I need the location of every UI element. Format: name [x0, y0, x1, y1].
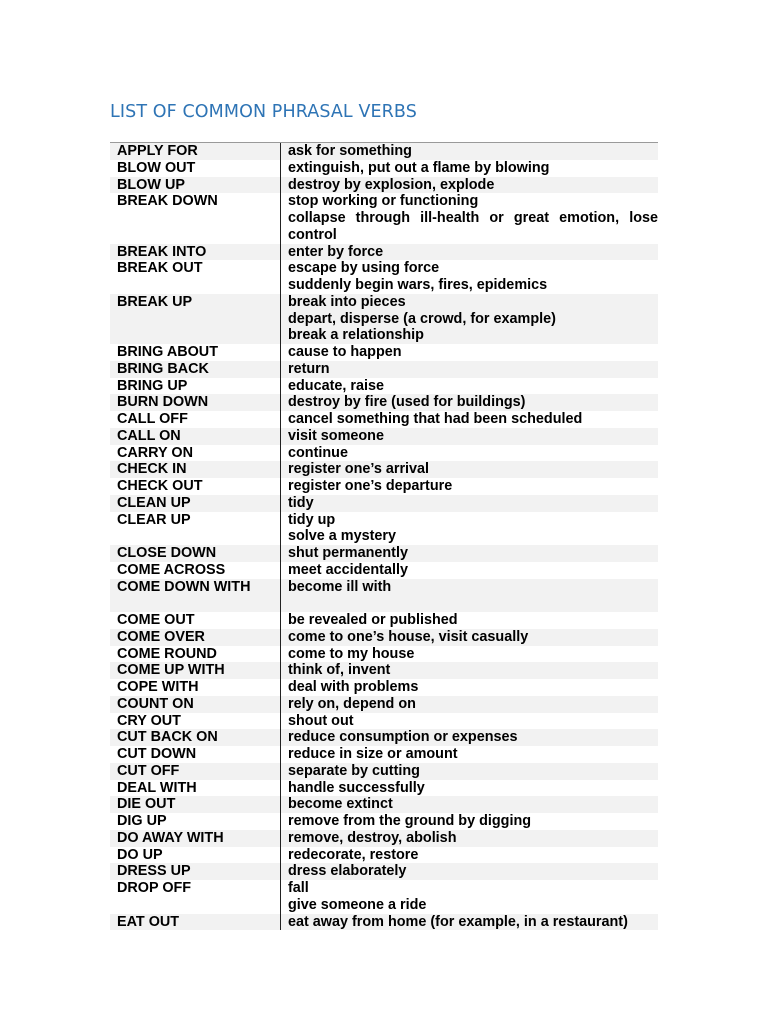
verb-meaning: continue — [288, 444, 348, 461]
verb-meaning: break into pieces — [288, 293, 406, 310]
meaning-cell — [281, 361, 658, 378]
phrasal-verb: DIE OUT — [110, 796, 281, 813]
table-row — [110, 662, 658, 679]
phrasal-verb: CARRY ON — [110, 445, 281, 462]
phrasal-verb: DO UP — [110, 847, 281, 864]
verb-meaning: fall — [288, 880, 309, 896]
verb-meaning: solve a mystery — [288, 528, 397, 545]
verb-meaning: be revealed or published — [288, 612, 458, 628]
verb-meaning: dress elaborately — [288, 863, 407, 880]
verb-meaning: meet accidentally — [288, 561, 408, 578]
phrasal-verb: APPLY FOR — [110, 143, 281, 160]
phrasal-verb: BRING BACK — [110, 361, 281, 378]
table-row — [110, 461, 658, 478]
table-row — [110, 361, 658, 378]
meaning-cell — [281, 880, 658, 914]
verb-meaning: come to my house — [288, 645, 415, 662]
meaning-cell — [281, 394, 658, 411]
verb-meaning: shout out — [288, 712, 354, 729]
verb-meaning: destroy by explosion, explode — [288, 176, 495, 193]
table-row — [110, 780, 658, 797]
meaning-cell — [281, 612, 658, 629]
meaning-cell — [281, 260, 658, 294]
verb-meaning: remove from the ground by digging — [288, 813, 532, 829]
meaning-cell — [281, 763, 658, 780]
verb-meaning: collapse through ill-health or great emotion, lose — [288, 210, 658, 226]
verb-meaning: return — [288, 360, 330, 377]
table-row — [110, 746, 658, 763]
phrasal-verb: DIG UP — [110, 813, 281, 830]
meaning-cell — [281, 461, 658, 478]
table-row — [110, 428, 658, 445]
phrasal-verb: BREAK INTO — [110, 244, 281, 261]
meaning-cell — [281, 445, 658, 462]
table-row — [110, 579, 658, 613]
phrasal-verb: COME UP WITH — [110, 662, 281, 679]
phrasal-verb: BREAK DOWN — [110, 193, 281, 243]
verb-meaning: separate by cutting — [288, 762, 420, 779]
verb-meaning: give someone a ride — [288, 896, 427, 913]
meaning-cell — [281, 696, 658, 713]
phrasal-verb: BLOW UP — [110, 177, 281, 194]
table-row — [110, 830, 658, 847]
meaning-cell — [281, 177, 658, 194]
phrasal-verb: BRING UP — [110, 378, 281, 395]
verb-meaning: ask for something — [288, 143, 412, 159]
page-title: LIST OF COMMON PHRASAL VERBS — [110, 102, 417, 122]
table-row — [110, 847, 658, 864]
blank-line — [288, 595, 658, 612]
phrasal-verb: DRESS UP — [110, 863, 281, 880]
meaning-cell — [281, 244, 658, 261]
table-row — [110, 512, 658, 546]
meaning-cell — [281, 679, 658, 696]
meaning-cell — [281, 914, 658, 931]
table-row — [110, 177, 658, 194]
verb-meaning: cancel something that had been scheduled — [288, 411, 583, 427]
meaning-cell — [281, 847, 658, 864]
phrasal-verb: EAT OUT — [110, 914, 281, 931]
phrasal-verb: BREAK OUT — [110, 260, 281, 294]
meaning-cell — [281, 344, 658, 361]
verb-meaning: shut permanently — [288, 545, 408, 561]
meaning-cell — [281, 780, 658, 797]
phrasal-verb: COUNT ON — [110, 696, 281, 713]
verb-meaning: tidy — [288, 494, 314, 511]
meaning-cell — [281, 579, 658, 613]
verb-meaning: break a relationship — [288, 327, 424, 344]
phrasal-verb: CHECK OUT — [110, 478, 281, 495]
phrasal-verb: CHECK IN — [110, 461, 281, 478]
phrasal-verb: COME DOWN WITH — [110, 579, 281, 613]
meaning-cell — [281, 378, 658, 395]
table-row — [110, 495, 658, 512]
table-row — [110, 796, 658, 813]
verb-meaning: redecorate, restore — [288, 846, 419, 863]
meaning-cell — [281, 193, 658, 243]
table-row — [110, 143, 658, 160]
table-row — [110, 679, 658, 696]
phrasal-verb: CRY OUT — [110, 713, 281, 730]
table-row — [110, 260, 658, 294]
meaning-cell — [281, 411, 658, 428]
table-row — [110, 612, 658, 629]
phrasal-verb: BLOW OUT — [110, 160, 281, 177]
meaning-cell — [281, 545, 658, 562]
verb-meaning: cause to happen — [288, 344, 402, 360]
phrasal-verb: CUT DOWN — [110, 746, 281, 763]
meaning-cell — [281, 495, 658, 512]
verb-meaning: become ill with — [288, 578, 392, 595]
verb-meaning: think of, invent — [288, 662, 391, 679]
meaning-cell — [281, 646, 658, 663]
verb-meaning: extinguish, put out a flame by blowing — [288, 159, 550, 176]
phrasal-verb: COPE WITH — [110, 679, 281, 696]
meaning-cell — [281, 746, 658, 763]
verb-meaning: deal with problems — [288, 679, 419, 695]
table-row — [110, 344, 658, 361]
table-row — [110, 713, 658, 730]
verb-meaning: enter by force — [288, 243, 384, 260]
meaning-cell — [281, 478, 658, 495]
phrasal-verb-table — [110, 143, 658, 930]
table-row — [110, 160, 658, 177]
verb-meaning: remove, destroy, abolish — [288, 829, 457, 846]
table-row — [110, 294, 658, 344]
phrasal-verb: CALL ON — [110, 428, 281, 445]
meaning-cell — [281, 830, 658, 847]
table-row — [110, 863, 658, 880]
meaning-cell — [281, 294, 658, 344]
verb-meaning: rely on, depend on — [288, 695, 416, 712]
meaning-cell — [281, 160, 658, 177]
verb-meaning: stop working or functioning — [288, 193, 479, 210]
table-row — [110, 445, 658, 462]
meaning-cell — [281, 428, 658, 445]
phrasal-verb: COME OVER — [110, 629, 281, 646]
phrasal-verb: CLEAR UP — [110, 512, 281, 546]
verb-meaning: suddenly begin wars, fires, epidemics — [288, 277, 548, 293]
table-row — [110, 244, 658, 261]
table-row — [110, 763, 658, 780]
phrasal-verb: CUT BACK ON — [110, 729, 281, 746]
verb-meaning: destroy by fire (used for buildings) — [288, 394, 526, 411]
table-row — [110, 193, 658, 243]
table-row — [110, 411, 658, 428]
table-row — [110, 646, 658, 663]
verb-meaning: tidy up — [288, 511, 336, 528]
phrasal-verb: DEAL WITH — [110, 780, 281, 797]
phrasal-verb: CALL OFF — [110, 411, 281, 428]
table-row — [110, 813, 658, 830]
phrasal-verb: COME ACROSS — [110, 562, 281, 579]
table-row — [110, 696, 658, 713]
phrasal-verb: COME ROUND — [110, 646, 281, 663]
meaning-cell — [281, 729, 658, 746]
verb-meaning: register one’s arrival — [288, 461, 430, 478]
verb-meaning: come to one’s house, visit casually — [288, 628, 529, 645]
meaning-cell — [281, 813, 658, 830]
verb-meaning: reduce in size or amount — [288, 746, 458, 762]
meaning-cell — [281, 143, 658, 160]
table-row — [110, 729, 658, 746]
phrasal-verb: BREAK UP — [110, 294, 281, 344]
phrasal-verb: COME OUT — [110, 612, 281, 629]
table-row — [110, 562, 658, 579]
verb-meaning: become extinct — [288, 796, 393, 813]
verb-meaning: register one’s departure — [288, 478, 453, 494]
verb-meaning: eat away from home (for example, in a restaurant) — [288, 913, 628, 930]
table-row — [110, 914, 658, 931]
verb-meaning: depart, disperse (a crowd, for example) — [288, 310, 556, 327]
table-row — [110, 880, 658, 914]
table-row — [110, 629, 658, 646]
verb-meaning: visit someone — [288, 427, 384, 444]
table-row — [110, 478, 658, 495]
phrasal-verb: BRING ABOUT — [110, 344, 281, 361]
phrasal-verb: DROP OFF — [110, 880, 281, 914]
verb-meaning: control — [288, 226, 337, 243]
meaning-cell — [281, 512, 658, 546]
phrasal-verb: DO AWAY WITH — [110, 830, 281, 847]
table-row — [110, 378, 658, 395]
meaning-cell — [281, 863, 658, 880]
phrasal-verb: BURN DOWN — [110, 394, 281, 411]
meaning-cell — [281, 629, 658, 646]
verb-meaning: educate, raise — [288, 377, 384, 394]
phrasal-verb: CUT OFF — [110, 763, 281, 780]
meaning-cell — [281, 796, 658, 813]
verb-meaning: reduce consumption or expenses — [288, 729, 518, 746]
verb-meaning: escape by using force — [288, 260, 440, 277]
meaning-cell — [281, 562, 658, 579]
phrasal-verb: CLOSE DOWN — [110, 545, 281, 562]
table-row — [110, 545, 658, 562]
meaning-cell — [281, 662, 658, 679]
verb-meaning: handle successfully — [288, 779, 425, 796]
table-row — [110, 394, 658, 411]
meaning-cell — [281, 713, 658, 730]
phrasal-verb: CLEAN UP — [110, 495, 281, 512]
